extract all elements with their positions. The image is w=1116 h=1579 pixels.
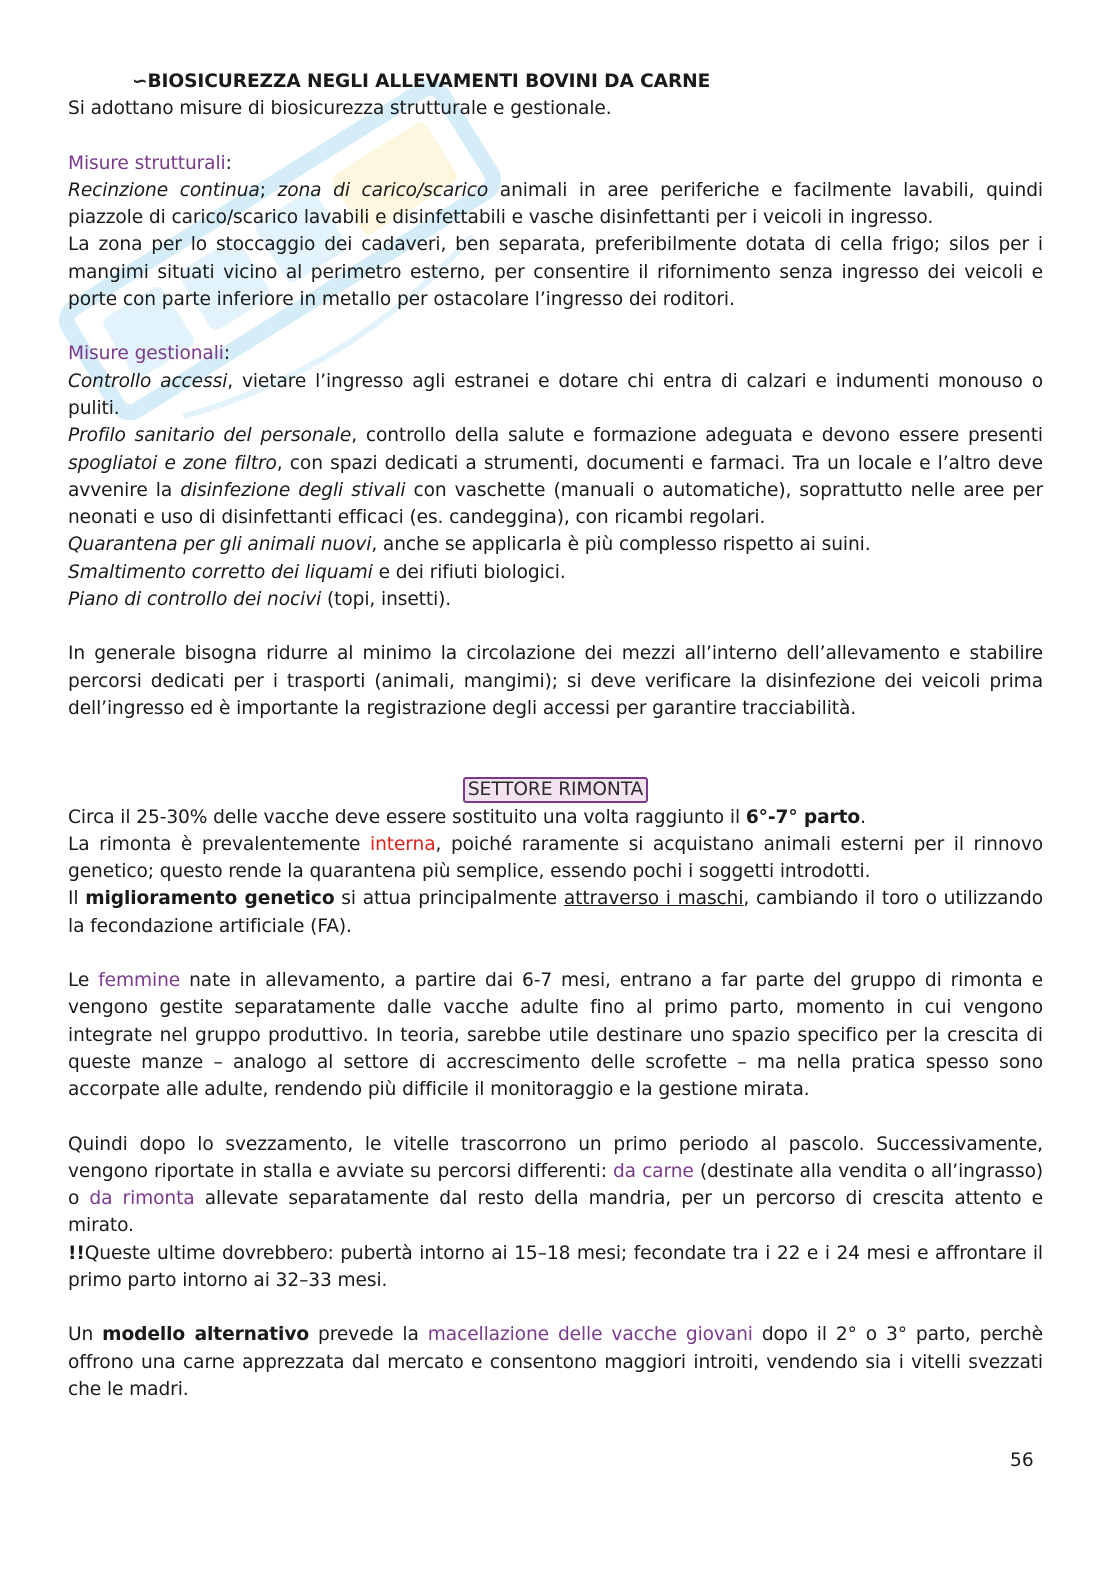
rimonta-svezzamento-paragraph: Quindi dopo lo svezzamento, le vitelle trascorrono un primo periodo al pascolo. Successivamente, vengono riportate in stalla e avviate su percorsi differenti: da carne (destinate alla vendita o all’ingrasso) o da rimonta allevate separatamente dal resto della mandria, per un percorso di crescita attento e mirato. <box>68 1133 1044 1237</box>
rimonta-modello-paragraph: Un modello alternativo prevede la macellazione delle vacche giovani dopo il 2° o 3° parto, perchè offrono una carne apprezzata dal mercato e consentono maggiori introiti, vendendo sia i vitelli svezzati che le madri. <box>68 1324 1043 1400</box>
generale-paragraph: In generale bisogna ridurre al minimo la circolazione dei mezzi all’interno dell’allevamento e stabilire percorsi dedicati per i trasporti (animali, mangimi); si deve verificare la disinfezione dei veicoli prima dell’ingresso ed è importante la registrazione degli accessi per garantire tracciabilità. <box>68 643 1043 719</box>
page-number: 56 <box>1010 1450 1034 1471</box>
gestionali-quarantena: Quarantena per gli animali nuovi, anche se applicarla è più complesso rispetto ai suini. <box>68 534 871 556</box>
intro-paragraph: Si adottano misure di biosicurezza strutturale e gestionale. <box>68 98 612 120</box>
rimonta-line-1: Circa il 25-30% delle vacche deve essere sostituito una volta raggiunto il 6°-7° parto. <box>68 806 866 828</box>
strutturali-heading: Misure strutturali: <box>68 152 232 174</box>
rimonta-note-paragraph: !!Queste ultime dovrebbero: pubertà intorno ai 15–18 mesi; fecondate tra i 22 e i 24 mesi e affrontare il primo parto intorno ai 32–33 mesi. <box>68 1242 1043 1291</box>
document-page <box>68 68 1043 1403</box>
rimonta-line-3: Il miglioramento genetico si attua principalmente attraverso i maschi, cambiando il toro o utilizzando la fecondazione artificiale (FA). <box>68 888 1043 937</box>
rimonta-femmine-paragraph: Le femmine nate in allevamento, a partire dai 6-7 mesi, entrano a far parte del gruppo di rimonta e vengono gestite separatamente dalle vacche adulte fino al primo parto, momento in cui vengono integrate nel gruppo produttivo. In teoria, sarebbe utile destinare uno spazio specifico per la crescita di queste manze – analogo al settore di accrescimento delle scrofette – ma nella pratica spesso sono accorpate alle adulte, rendendo più difficile il monitoraggio e la gestione mirata. <box>68 970 1043 1101</box>
strutturali-paragraph-2: La zona per lo stoccaggio dei cadaveri, ben separata, preferibilmente dotata di cella frigo; silos per i mangimi situati vicino al perimetro esterno, per consentire il rifornimento senza ingresso dei veicoli e porte con parte inferiore in metallo per ostacolare l’ingresso dei roditori. <box>68 234 1043 311</box>
gestionali-personale: Profilo sanitario del personale, controllo della salute e formazione adeguata e devono essere presenti spogliatoi e zone filtro, con spazi dedicati a strumenti, documenti e farmaci. Tra un locale e l’altro deve avvenire la disinfezione degli stivali con vaschette (manuali o automatiche), soprattutto nelle aree per neonati e uso di disinfettanti efficaci (es. candeggina), con ricambi regolari. <box>68 425 1044 529</box>
section-heading <box>68 68 1043 95</box>
gestionali-accessi: Controllo accessi, vietare l’ingresso agli estranei e dotare chi entra di calzari e indumenti monouso o puliti. <box>68 370 1043 419</box>
rimonta-title: SETTORE RIMONTA <box>463 777 648 803</box>
gestionali-nocivi: Piano di controllo dei nocivi (topi, insetti). <box>68 589 452 611</box>
heading-title: BIOSICUREZZA NEGLI ALLEVAMENTI BOVINI DA CARNE <box>147 71 711 92</box>
heading-bullet-icon: ∽ <box>132 71 148 92</box>
strutturali-paragraph-1: Recinzione continua; zona di carico/scarico animali in aree periferiche e facilmente lavabili, quindi piazzole di carico/scarico lavabili e disinfettabili e vasche disinfettanti per i veicoli in ingresso. <box>68 179 1043 229</box>
gestionali-heading: Misure gestionali: <box>68 343 231 365</box>
gestionali-liquami: Smaltimento corretto dei liquami e dei rifiuti biologici. <box>68 561 566 583</box>
rimonta-heading <box>68 776 1043 803</box>
rimonta-line-2: La rimonta è prevalentemente interna, poiché raramente si acquistano animali esterni per il rinnovo genetico; questo rende la quarantena più semplice, essendo pochi i soggetti introdotti. <box>68 833 1043 883</box>
